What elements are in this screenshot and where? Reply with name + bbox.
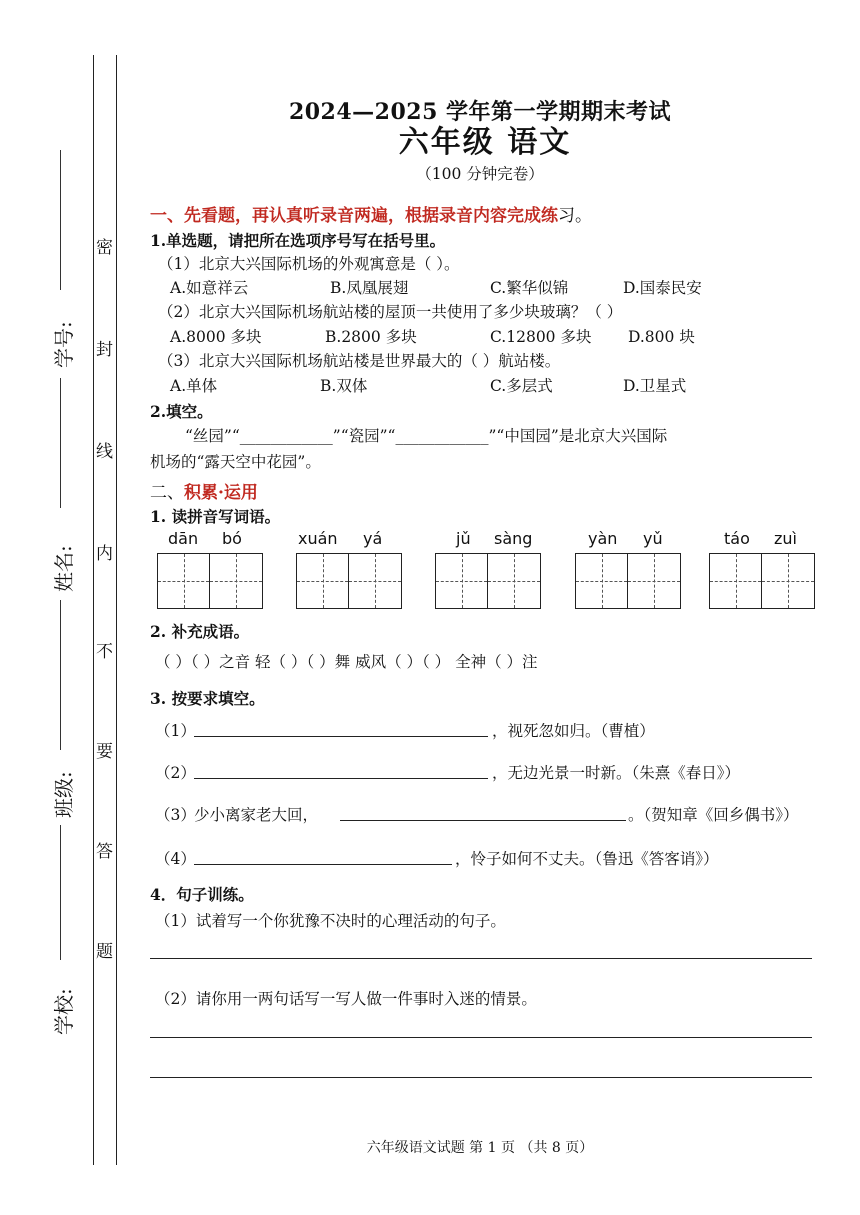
answer-line[interactable] xyxy=(150,1037,812,1038)
poem-blank[interactable] xyxy=(340,820,626,821)
pinyin: jǔ xyxy=(456,529,471,548)
exam-title: 2024—2025 学年第一学期期末考试 xyxy=(288,99,672,125)
poem-item-text: 少小离家老大回， xyxy=(194,806,319,824)
q1-option: B.2800 多块 xyxy=(325,328,417,346)
idiom-fill-line: （ ）（ ）之音 轻（ ）（ ）舞 威风（ ）（ ） 全神（ ）注 xyxy=(155,653,538,671)
answer-line[interactable] xyxy=(150,958,812,959)
page-footer: 六年级语文试题 第 1 页 （共 8 页） xyxy=(366,1140,594,1156)
pinyin: dān xyxy=(168,529,199,548)
seal-char: 线 xyxy=(96,442,113,462)
pinyin: sàng xyxy=(494,529,533,548)
school-line[interactable] xyxy=(60,825,61,960)
seal-char: 封 xyxy=(96,340,113,360)
q1-item-stem: （2）北京大兴国际机场航站楼的屋顶一共使用了多少块玻璃？（ ） xyxy=(158,303,623,321)
class-label: 班级: xyxy=(52,771,76,818)
q1-option: A.单体 xyxy=(170,377,218,395)
writing-grid[interactable] xyxy=(575,553,681,609)
pinyin: xuán xyxy=(298,529,338,548)
q1-option: A.8000 多块 xyxy=(170,328,262,346)
seal-char: 答 xyxy=(96,842,113,862)
seal-char: 不 xyxy=(96,642,113,662)
q1-option: C.繁华似锦 xyxy=(490,279,569,297)
poem-blank[interactable] xyxy=(194,778,488,779)
answer-line[interactable] xyxy=(150,1077,812,1078)
q1-item-stem: （1）北京大兴国际机场的外观寓意是（ ）。 xyxy=(158,255,460,273)
q1-option: A.如意祥云 xyxy=(170,279,249,297)
q1-title: 1.单选题，请把所在选项序号写在括号里。 xyxy=(150,231,446,250)
q1-option: B.双体 xyxy=(320,377,368,395)
student-id-label: 学号: xyxy=(52,321,76,368)
poem-item-num: （1） xyxy=(155,722,196,740)
section1-heading: 一、先看题，再认真听录音两遍，根据录音内容完成练习。 xyxy=(150,206,592,226)
seal-char: 内 xyxy=(96,544,113,564)
q2-fill-line: “丝园”“____________”“瓷园”“____________”“中国园”是北京大兴国际 xyxy=(185,427,668,445)
q1-option: D.国泰民安 xyxy=(623,279,702,297)
q1-option: B.凤凰展翅 xyxy=(330,279,409,297)
pinyin: yǔ xyxy=(643,529,663,548)
q1-item-stem: （3）北京大兴国际机场航站楼是世界最大的（ ）航站楼。 xyxy=(158,352,561,370)
exam-subtitle: 六年级 语文 xyxy=(398,125,572,160)
q1-option: C.多层式 xyxy=(490,377,553,395)
pinyin: táo xyxy=(724,529,750,548)
pinyin: yá xyxy=(363,529,383,548)
poem-item-text: ，怜子如何不丈夫。（鲁迅《答客诮》） xyxy=(455,850,719,868)
poem-item-text: ，无边光景一时新。（朱熹《春日》） xyxy=(492,764,741,782)
poem-blank[interactable] xyxy=(194,864,452,865)
writing-grid[interactable] xyxy=(296,553,402,609)
idiom-question-title: 2. 补充成语。 xyxy=(150,622,250,641)
q1-option: D.卫星式 xyxy=(623,377,687,395)
school-label: 学校: xyxy=(52,988,76,1035)
binding-line-inner xyxy=(116,55,117,1165)
poem-item-text: ，视死忽如归。（曹植） xyxy=(492,722,655,740)
q1-option: D.800 块 xyxy=(628,328,695,346)
poem-item-text: 。（贺知章《回乡偶书》） xyxy=(628,806,799,824)
seal-char: 题 xyxy=(96,942,113,962)
sentence-item: （1）试着写一个你犹豫不决时的心理活动的句子。 xyxy=(155,912,506,930)
q1-option: C.12800 多块 xyxy=(490,328,592,346)
sentence-question-title: 4．句子训练。 xyxy=(150,885,254,904)
pinyin-question-title: 1. 读拼音写词语。 xyxy=(150,507,281,526)
class-line[interactable] xyxy=(60,600,61,750)
poem-item-num: （4） xyxy=(155,850,196,868)
seal-char: 要 xyxy=(96,742,113,762)
pinyin: bó xyxy=(222,529,242,548)
q2-title: 2.填空。 xyxy=(150,402,213,421)
section2-heading: 二、积累·运用 xyxy=(150,483,258,503)
writing-grid[interactable] xyxy=(157,553,263,609)
name-line[interactable] xyxy=(60,378,61,508)
q2-fill-line: 机场的“露天空中花园”。 xyxy=(150,453,321,471)
poem-item-num: （2） xyxy=(155,764,196,782)
writing-grid[interactable] xyxy=(709,553,815,609)
fill-question-title: 3. 按要求填空。 xyxy=(150,689,265,708)
binding-line-outer xyxy=(93,55,94,1165)
pinyin: zuì xyxy=(774,529,797,548)
seal-char: 密 xyxy=(96,238,113,258)
name-label: 姓名: xyxy=(52,545,76,592)
poem-item-num: （3） xyxy=(155,806,196,824)
poem-blank[interactable] xyxy=(194,736,488,737)
sentence-item: （2）请你用一两句话写一写人做一件事时入迷的情景。 xyxy=(155,990,537,1008)
writing-grid[interactable] xyxy=(435,553,541,609)
exam-duration: （100 分钟完卷） xyxy=(416,165,544,183)
pinyin: yàn xyxy=(588,529,618,548)
